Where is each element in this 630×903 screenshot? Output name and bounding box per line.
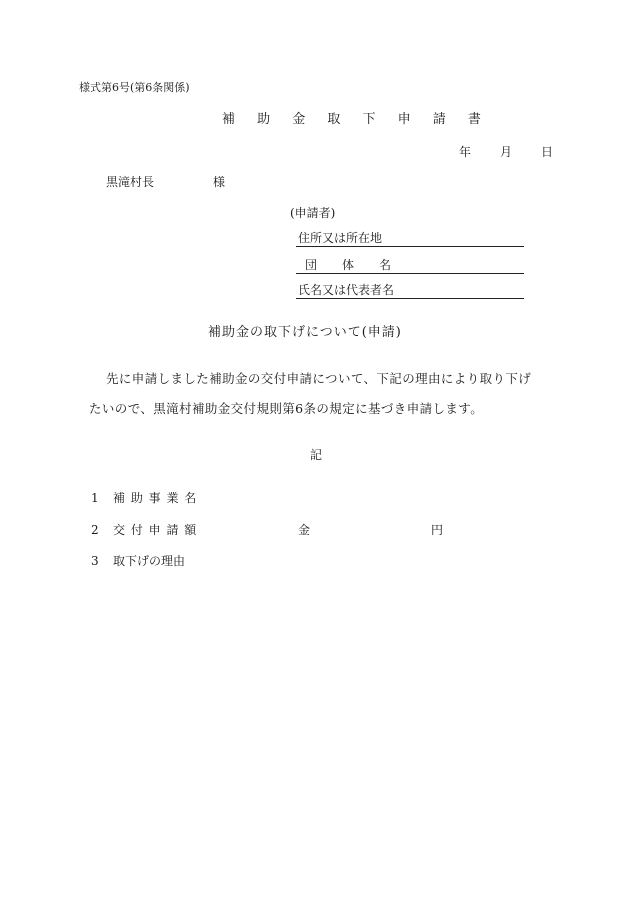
form-number: 様式第6号(第6条関係) [79,81,190,94]
item-label-withdrawal-reason: 取下げの理由 [113,554,186,568]
subject-heading: 補助金の取下げについて(申請) [208,325,402,340]
organization-field[interactable] [296,257,524,274]
honorific: 様 [213,175,226,189]
item-number-3: 3 [91,554,99,568]
document-title: 補 助 金 取 下 申 請 書 [222,112,490,127]
item-number-1: 1 [91,491,99,505]
applicant-label: (申請者) [290,206,336,220]
organization-label-char-1: 団 [305,258,318,272]
organization-label-char-2: 体 [342,258,355,272]
organization-label-char-3: 名 [379,258,392,272]
address-label: 住所又は所在地 [298,231,383,245]
item-label-project-name: 補 助 事 業 名 [113,491,198,505]
date-month-label: 月 [500,145,513,159]
currency-prefix: 金 [298,523,311,537]
currency-suffix: 円 [431,523,444,537]
date-day-label: 日 [541,145,554,159]
addressee: 黒滝村長 [106,175,155,189]
representative-name-label: 氏名又は代表者名 [298,283,395,297]
body-line-2: たいので、黒滝村補助金交付規則第6条の規定に基づき申請します。 [89,401,484,416]
item-number-2: 2 [91,523,99,537]
representative-name-field[interactable] [296,282,524,299]
address-field[interactable] [296,230,524,247]
date-year-label: 年 [459,145,472,159]
ki-heading: 記 [310,448,323,462]
item-label-application-amount: 交 付 申 請 額 [113,523,198,537]
body-line-1: 先に申請しました補助金の交付申請について、下記の理由により取り下げ [106,371,532,386]
